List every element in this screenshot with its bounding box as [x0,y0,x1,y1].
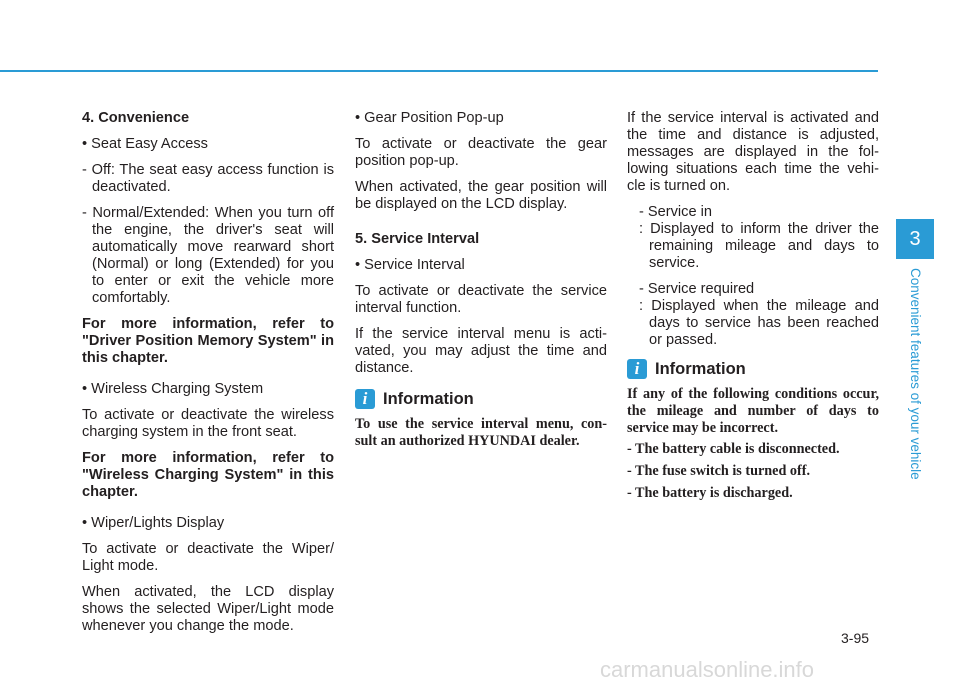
top-rule [0,70,878,72]
service-required-description: : Displayed when the mileage and days to service has been reached or passed. [639,298,879,348]
seat-normal-item: - Normal/Extended: When you turn off the engine, the driver's seat will automatically move rearward short (Normal) or long (Extended) for you to enter or exit the vehicle more comfortably. [82,205,334,306]
information-header [355,389,607,409]
wireless-reference: For more information, refer to "Wireless Charging System" in this chapter. [82,450,334,500]
seat-reference: For more information, refer to "Driver Position Memory System" in this chapter. [82,316,334,366]
section-heading-convenience: 4. Convenience [82,110,190,126]
column-3 [627,110,879,507]
service-required-label: - Service required [639,281,755,297]
information-body [627,386,879,502]
list-item: - The battery cable is disconnected. [627,441,840,457]
bullet-gear-position: • Gear Position Pop-up [355,110,504,126]
bullet-wiper-lights: • Wiper/Lights Display [82,515,225,531]
service-intro: If the service interval is activated and the time and distance is adjusted, messages are displayed in the fol- lowing situations each time the vehi- cle is turned on. [627,110,879,194]
bullet-wireless-charging: • Wireless Charging System [82,381,264,397]
bullet-service-interval: • Service Interval [355,257,465,273]
chapter-title-vertical: Convenient features of your vehicle [908,268,923,480]
information-title: Information [655,359,746,378]
wireless-description: To activate or deactivate the wireless charging system in the front seat. [82,407,334,440]
information-text: If any of the following conditions occur, the mileage and number of days to service may be incorrect. [627,386,879,436]
seat-off-item: - Off: The seat easy access function is deactivated. [82,162,334,195]
gear-description-2: When activated, the gear position will be displayed on the LCD display. [355,179,607,212]
service-in-description: : Displayed to inform the driver the remaining mileage and days to service. [639,221,879,271]
bullet-seat-easy-access: • Seat Easy Access [82,136,208,152]
information-header [627,359,879,379]
information-list [627,441,879,502]
information-icon: i [627,359,647,379]
information-body [355,416,607,450]
list-item: - The battery is discharged. [627,485,793,501]
wiper-description: To activate or deactivate the Wiper/ Light mode. [82,541,334,574]
information-icon: i [355,389,375,409]
service-description: To activate or deactivate the service interval function. [355,283,607,316]
gear-description: To activate or deactivate the gear position pop-up. [355,136,607,169]
page-number: 3-95 [841,630,870,646]
information-title: Information [383,389,474,408]
wiper-description-2: When activated, the LCD display shows the selected Wiper/Light mode whenever you change the mode. [82,584,334,634]
chapter-tab: 3 [896,219,934,259]
service-description-2: If the service interval menu is acti- vated, you may adjust the time and distance. [355,326,607,376]
column-1 [82,110,334,644]
column-2 [355,110,607,454]
information-text: To use the service interval menu, con- sult an authorized HYUNDAI dealer. [355,416,607,449]
section-heading-service-interval: 5. Service Interval [355,231,480,247]
list-item: - The fuse switch is turned off. [627,463,810,479]
watermark: carmanualsonline.info [600,657,815,682]
service-in-label: - Service in [639,204,712,220]
